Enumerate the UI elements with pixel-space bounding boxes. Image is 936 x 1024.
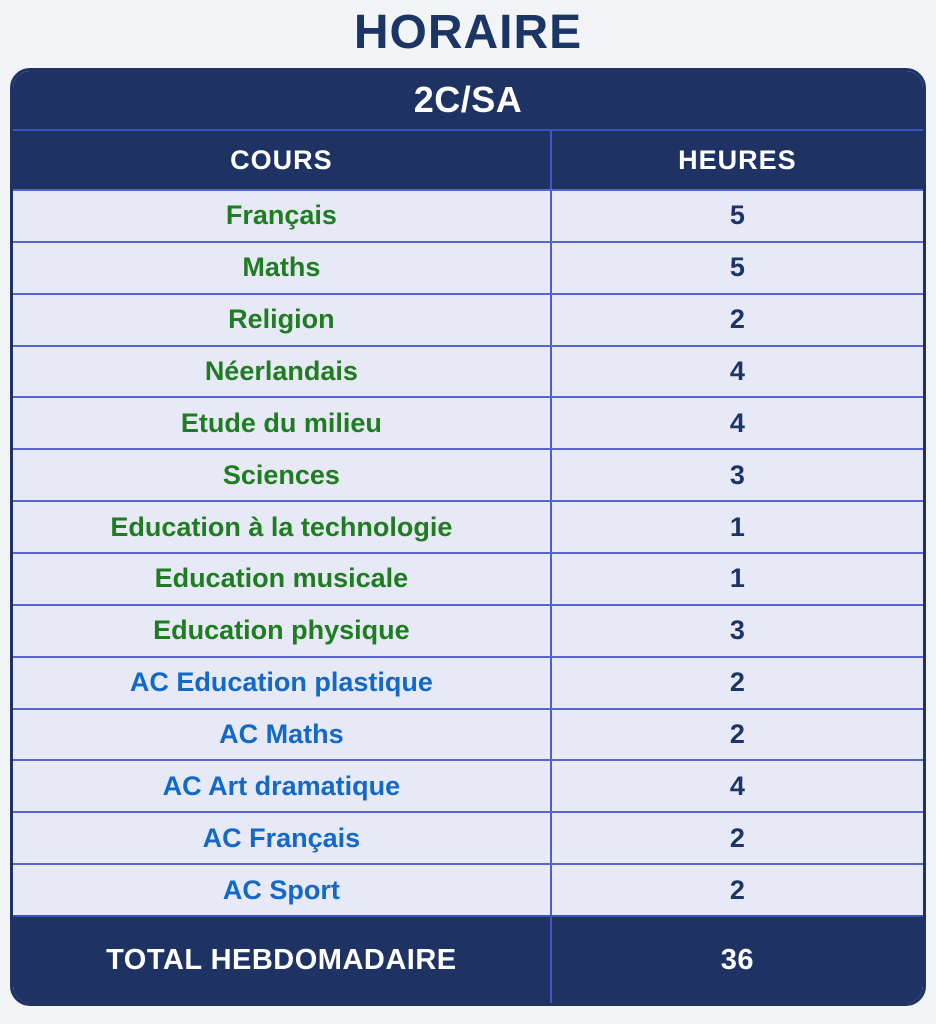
schedule-table <box>10 68 926 1006</box>
course-cell: Etude du milieu <box>13 398 552 448</box>
course-cell: AC Art dramatique <box>13 761 552 811</box>
table-row <box>13 554 923 606</box>
column-header-heures: HEURES <box>678 144 797 175</box>
table-body <box>13 191 923 915</box>
table-row <box>13 398 923 450</box>
course-cell: Education musicale <box>13 554 552 604</box>
total-label: TOTAL HEBDOMADAIRE <box>13 917 552 1003</box>
table-row <box>13 865 923 915</box>
hours-cell: 2 <box>729 667 745 698</box>
table-header-row <box>13 131 923 191</box>
hours-cell: 1 <box>729 511 745 542</box>
table-row <box>13 450 923 502</box>
total-row <box>13 915 923 1003</box>
course-cell: Néerlandais <box>13 347 552 397</box>
course-cell: AC Maths <box>13 710 552 760</box>
course-cell: AC Sport <box>13 865 552 915</box>
hours-cell: 4 <box>729 770 745 801</box>
course-cell: Français <box>13 191 552 241</box>
hours-cell: 2 <box>729 719 745 750</box>
hours-cell: 3 <box>729 459 745 490</box>
table-row <box>13 243 923 295</box>
hours-cell: 2 <box>729 874 745 905</box>
hours-cell: 2 <box>729 304 745 335</box>
table-row <box>13 606 923 658</box>
course-cell: Sciences <box>13 450 552 500</box>
course-cell: Education à la technologie <box>13 502 552 552</box>
class-name-header: 2C/SA <box>13 71 923 131</box>
hours-cell: 5 <box>729 252 745 283</box>
table-row <box>13 761 923 813</box>
total-value: 36 <box>720 943 754 976</box>
course-cell: Maths <box>13 243 552 293</box>
table-row <box>13 191 923 243</box>
hours-cell: 2 <box>729 822 745 853</box>
table-row <box>13 502 923 554</box>
course-cell: AC Français <box>13 813 552 863</box>
column-header-cours: COURS <box>13 131 552 189</box>
table-row <box>13 710 923 762</box>
table-row <box>13 295 923 347</box>
table-row <box>13 658 923 710</box>
course-cell: AC Education plastique <box>13 658 552 708</box>
hours-cell: 4 <box>729 407 745 438</box>
table-row <box>13 813 923 865</box>
hours-cell: 5 <box>729 200 745 231</box>
course-cell: Education physique <box>13 606 552 656</box>
hours-cell: 1 <box>729 563 745 594</box>
table-row <box>13 347 923 399</box>
course-cell: Religion <box>13 295 552 345</box>
page-title: HORAIRE <box>353 6 583 59</box>
hours-cell: 3 <box>729 615 745 646</box>
hours-cell: 4 <box>729 356 745 386</box>
